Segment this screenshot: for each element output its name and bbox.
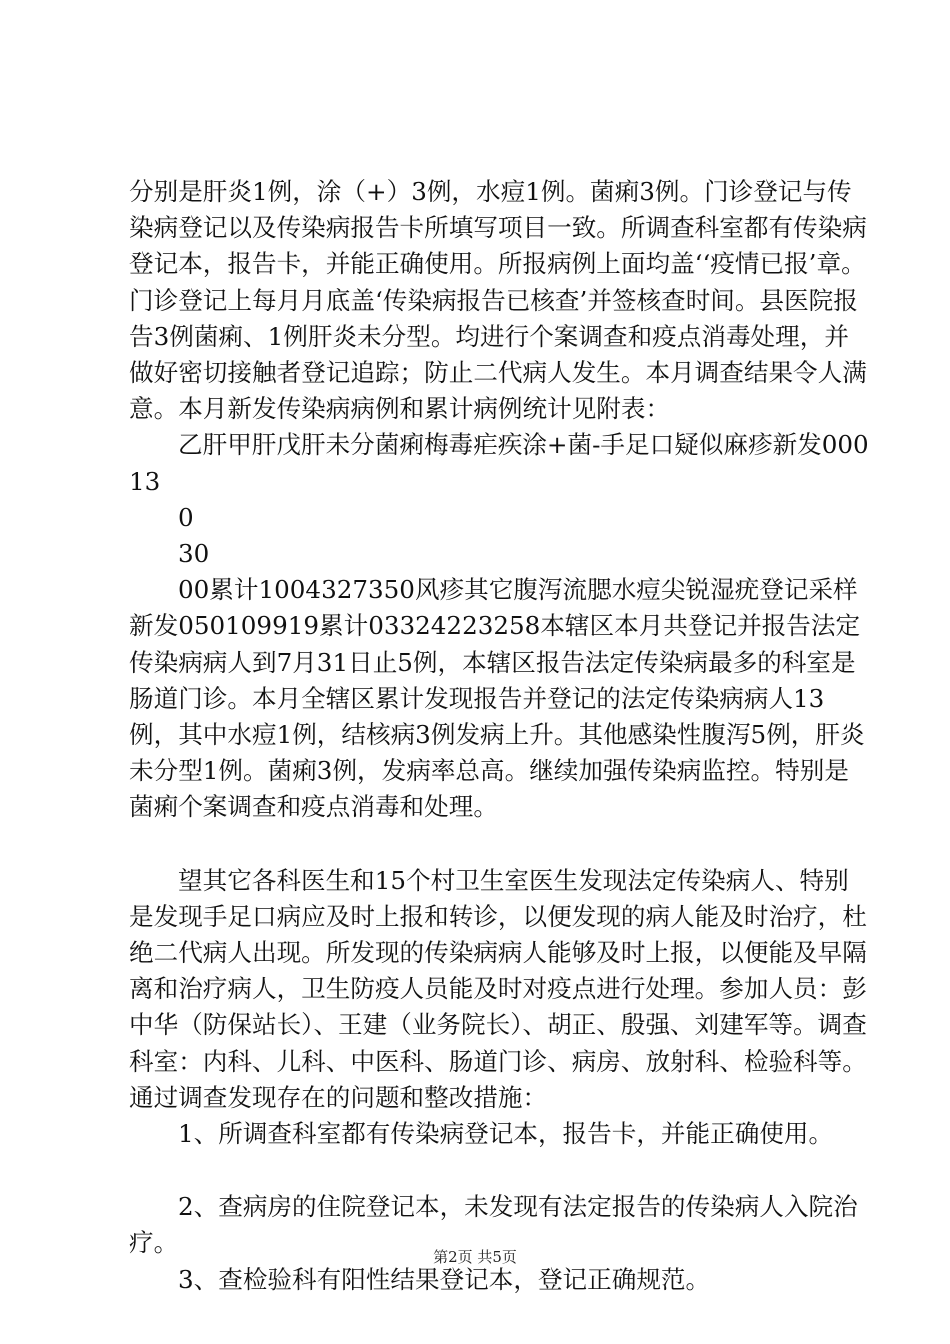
paragraph-measure-1: 1、所调查科室都有传染病登记本，报告卡，并能正确使用。: [178, 1119, 834, 1149]
paragraph-spacer: [129, 826, 869, 863]
paragraph-table-value-2: 30: [178, 539, 210, 569]
paragraph-cumulative-stats: 00累计1004327350风疹其它腹泻流腮水痘尖锐湿疣登记采样新发050109919累计03324223258本辖区本月共登记并报告法定传染病病人到7月31日止5例，本辖区报告法定传染病最多的科室是肠道门诊。本月全辖区累计发现报告并登记的法定传染病病人13例，其中水痘1例，结核病3例发病上升。其他感染性腹泻5例，肝炎未分型1例。菌痢3例，发病率总高。继续加强传染病监控。特别是菌痢个案调查和疫点消毒和处理。: [129, 575, 865, 822]
paragraph-measure-2: 2、查病房的住院登记本，未发现有法定报告的传染病人入院治疗。: [129, 1192, 858, 1258]
page-footer: 第2页 共5页: [433, 1248, 517, 1266]
paragraph-table-value-1: 0: [178, 502, 194, 532]
paragraph-table-header: 乙肝甲肝戊肝未分菌痢梅毒疟疾涂+菌-手足口疑似麻疹新发00013: [129, 430, 869, 496]
document-body: [129, 174, 869, 1298]
paragraph-survey-summary: 分别是肝炎1例，涂（+）3例，水痘1例。菌痢3例。门诊登记与传染病登记以及传染病报告卡所填写项目一致。所调查科室都有传染病登记本，报告卡，并能正确使用。所报病例上面均盖‘‘疫情已报’章。门诊登记上每月月底盖‘传染病报告已核查’并签核查时间。县医院报告3例菌痢、1例肝炎未分型。均进行个案调查和疫点消毒处理，并做好密切接触者登记追踪；防止二代病人发生。本月调查结果令人满意。本月新发传染病病例和累计病例统计见附表：: [129, 177, 867, 424]
paragraph-spacer: [129, 1152, 869, 1189]
paragraph-measure-3: 3、查检验科有阳性结果登记本，登记正确规范。: [178, 1264, 711, 1294]
paragraph-recommendations: 望其它各科医生和15个村卫生室医生发现法定传染病人、特别是发现手足口病应及时上报和转诊，以便发现的病人能及时治疗，杜绝二代病人出现。所发现的传染病病人能够及时上报，以便能及早隔离和治疗病人，卫生防疫人员能及时对疫点进行处理。参加人员：彭中华（防保站长）、王建（业务院长）、胡正、殷强、刘建军等。调查科室：内科、儿科、中医科、肠道门诊、病房、放射科、检验科等。通过调查发现存在的问题和整改措施：: [129, 865, 867, 1112]
